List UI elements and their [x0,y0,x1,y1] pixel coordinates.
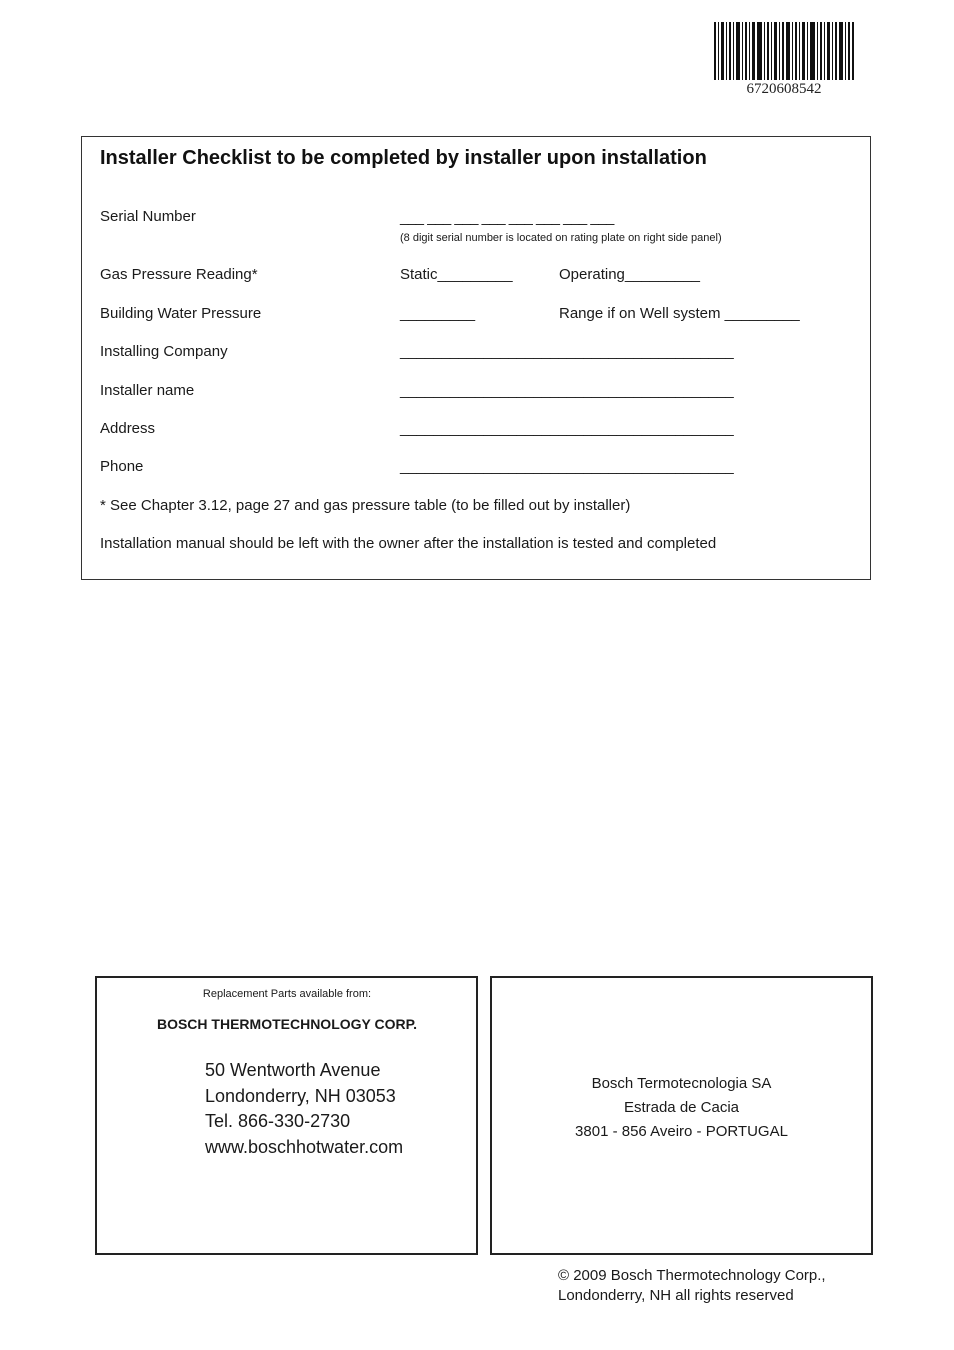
copyright-notice [558,1266,826,1306]
replacement-parts-heading: Replacement Parts available from: [202,988,372,1000]
installing-company-blank: ________________________________________ [400,343,734,360]
address-label: Address [100,420,156,437]
phone-blank: ________________________________________ [400,458,734,475]
water-pressure-blank: _________ [400,305,476,322]
well-range-field: Range if on Well system _________ [559,305,800,322]
barcode-image [714,22,854,80]
gas-static-field: Static_________ [400,266,513,283]
installer-name-label: Installer name [100,382,195,399]
copyright-line: Londonderry, NH all rights reserved [558,1287,794,1304]
address-line: Londonderry, NH 03053 [205,1085,396,1106]
installer-checklist [81,136,871,580]
us-address [205,1058,403,1160]
address-line: Estrada de Cacia [623,1099,740,1116]
address-line: Bosch Termotecnologia SA [591,1075,772,1092]
portugal-address [492,1072,871,1144]
gas-table-footnote: * See Chapter 3.12, page 27 and gas pressure table (to be filled out by installer) [100,497,631,514]
checklist-title: Installer Checklist to be completed by installer upon installation [100,147,707,169]
address-line: 3801 - 856 Aveiro - PORTUGAL [575,1123,788,1140]
barcode-number: 6720608542 [746,81,822,97]
installer-name-blank: ________________________________________ [400,382,734,399]
gas-pressure-label: Gas Pressure Reading* [100,266,258,283]
replacement-parts-box [95,976,478,1255]
address-blank: ________________________________________ [400,420,734,437]
gas-operating-field: Operating_________ [559,266,700,283]
serial-number-note: (8 digit serial number is located on rating plate on right side panel) [400,232,722,244]
corp-name: BOSCH THERMOTECHNOLOGY CORP. [156,1016,418,1032]
phone-label: Phone [100,458,144,475]
address-line: www.boschhotwater.com [205,1136,404,1157]
manual-note: Installation manual should be left with the owner after the installation is tested and completed [100,535,717,552]
address-line: 50 Wentworth Avenue [205,1060,381,1080]
copyright-line: © 2009 Bosch Thermotechnology Corp., [558,1267,826,1284]
serial-number-label: Serial Number [100,208,196,225]
water-pressure-label: Building Water Pressure [100,305,262,322]
address-line: Tel. 866-330-2730 [205,1111,351,1131]
installing-company-label: Installing Company [100,343,228,360]
serial-number-blanks: ___ ___ ___ ___ ___ ___ ___ ___ [400,209,614,226]
portugal-address-box [490,976,873,1255]
